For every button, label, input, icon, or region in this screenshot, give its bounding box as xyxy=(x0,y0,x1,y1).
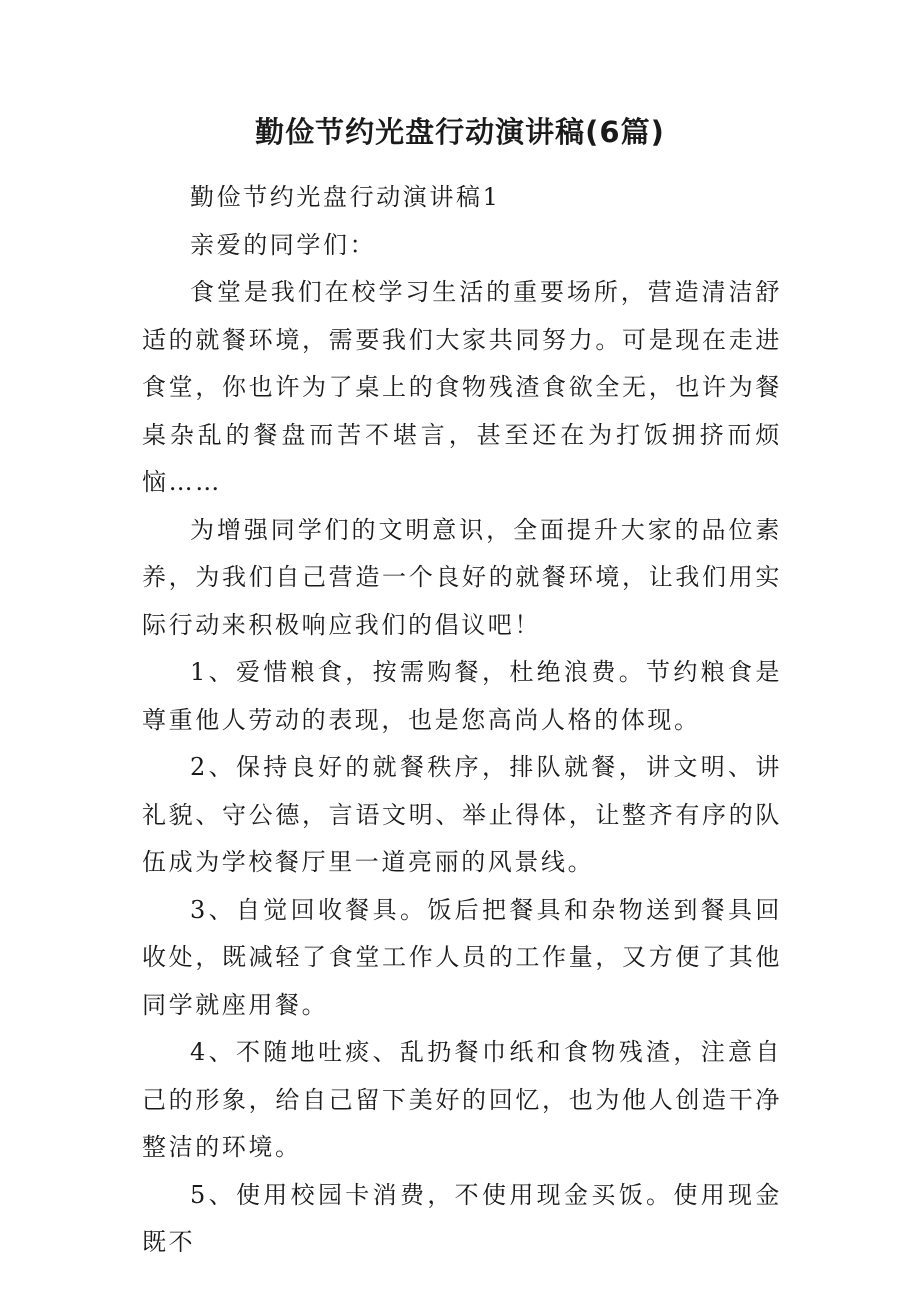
paragraph: 食堂是我们在校学习生活的重要场所，营造清洁舒适的就餐环境，需要我们大家共同努力。可是现在走进食堂，你也许为了桌上的食物残渣食欲全无，也许为餐桌杂乱的餐盘而苦不堪言，甚至还在为打饭拥挤而烦恼…… xyxy=(142,278,782,496)
list-item: 2、保持良好的就餐秩序，排队就餐，讲文明、讲礼貌、守公德，言语文明、举止得体，让整齐有序的队伍成为学校餐厅里一道亮丽的风景线。 xyxy=(142,753,782,876)
list-item: 5、使用校园卡消费，不使用现金买饭。使用现金既不 xyxy=(142,1180,782,1256)
list-item: 3、自觉回收餐具。饭后把餐具和杂物送到餐具回收处，既减轻了食堂工作人员的工作量，又方便了其他同学就座用餐。 xyxy=(142,895,782,1019)
salutation: 亲爱的同学们： xyxy=(190,230,377,259)
list-item: 4、不随地吐痰、乱扔餐巾纸和食物残渣，注意自己的形象，给自己留下美好的回忆，也为他人创造干净整洁的环境。 xyxy=(142,1038,782,1161)
document-title: 勤俭节约光盘行动演讲稿(6篇) xyxy=(255,115,665,149)
list-item: 1、爱惜粮食，按需购餐，杜绝浪费。节约粮食是尊重他人劳动的表现，也是您高尚人格的体现。 xyxy=(142,658,782,734)
paragraph: 为增强同学们的文明意识，全面提升大家的品位素养，为我们自己营造一个良好的就餐环境，让我们用实际行动来积极响应我们的倡议吧！ xyxy=(142,515,782,639)
document-body xyxy=(142,174,782,1267)
subheading: 勤俭节约光盘行动演讲稿1 xyxy=(190,183,501,211)
